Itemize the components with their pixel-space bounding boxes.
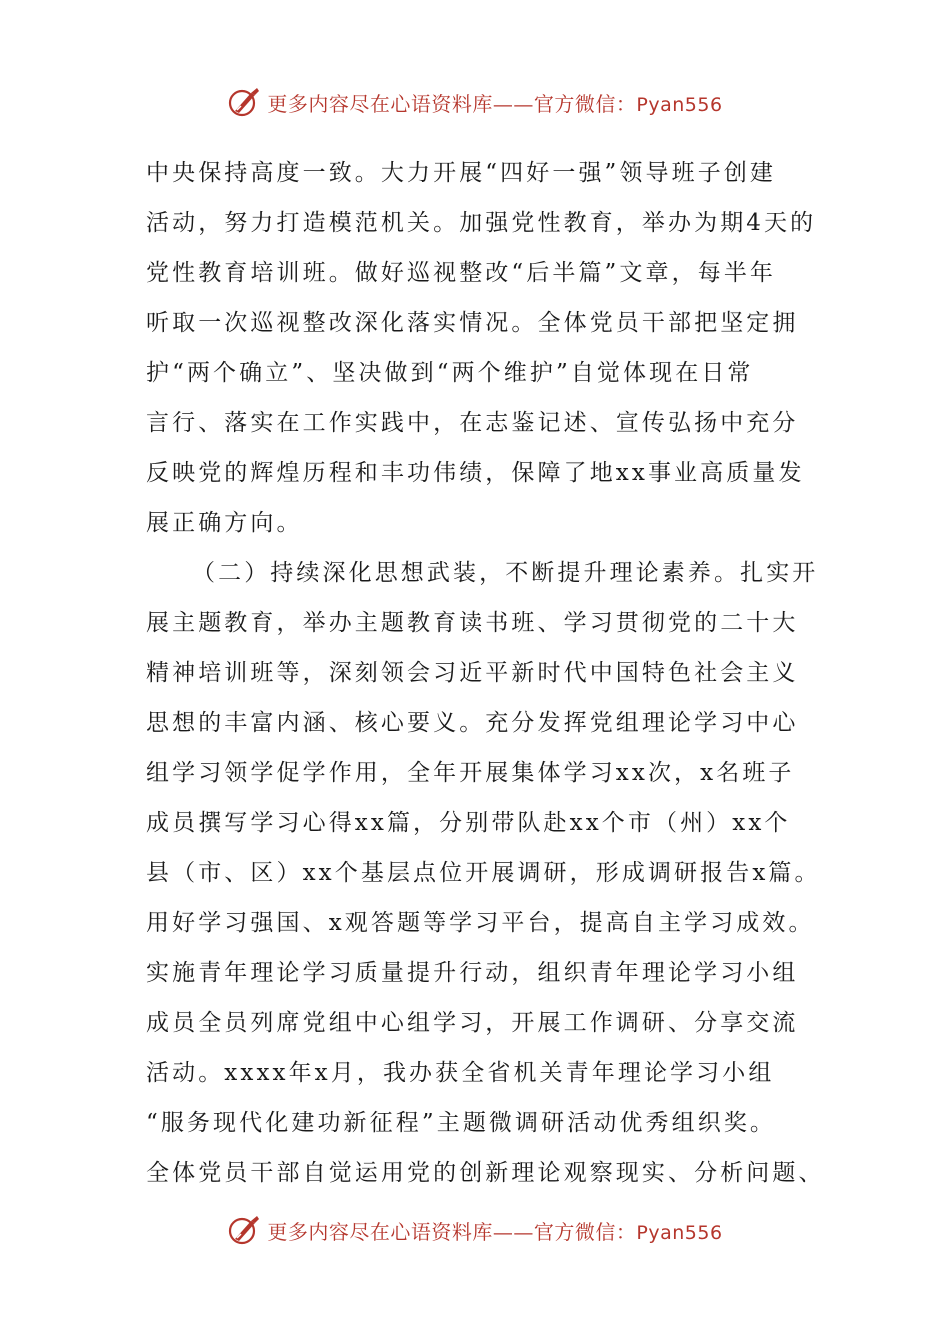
document-body — [146, 148, 825, 1198]
watermark-banner-bottom — [0, 1208, 950, 1252]
watermark-separator: —— — [492, 91, 534, 116]
watermark-wechat-label: 官方微信： — [533, 91, 637, 116]
text-line: 展正确方向。 — [146, 510, 303, 536]
pen-logo-icon — [227, 1213, 261, 1247]
watermark-wechat-label: 官方微信： — [533, 1219, 637, 1244]
watermark-wechat-id: Pyan556 — [636, 93, 723, 116]
text-line: 听取一次巡视整改深化落实情况。全体党员干部把坚定拥 — [146, 310, 799, 336]
watermark-wechat-id: Pyan556 — [636, 1221, 723, 1244]
text-line: 中央保持高度一致。大力开展“四好一强”领导班子创建 — [146, 160, 777, 186]
text-line: 组学习领学促学作用，全年开展集体学习xx次，x名班子 — [146, 760, 795, 786]
section-heading-line: （二）持续深化思想武装，不断提升理论素养。扎实开 — [192, 560, 819, 586]
text-line: 党性教育培训班。做好巡视整改“后半篇”文章，每半年 — [146, 260, 777, 286]
watermark-banner-top — [0, 80, 950, 124]
text-line: 思想的丰富内涵、核心要义。充分发挥党组理论学习中心 — [146, 710, 799, 736]
watermark-separator: —— — [492, 1219, 534, 1244]
text-line: 县（市、区）xx个基层点位开展调研，形成调研报告x篇。 — [146, 860, 821, 886]
text-line: 成员撰写学习心得xx篇，分别带队赴xx个市（州）xx个 — [146, 810, 791, 836]
text-line: 用好学习强国、x观答题等学习平台，提高自主学习成效。 — [146, 910, 815, 936]
text-line: 言行、落实在工作实践中，在志鉴记述、宣传弘扬中充分 — [146, 410, 799, 436]
text-line: 成员全员列席党组中心组学习，开展工作调研、分享交流 — [146, 1010, 799, 1036]
text-line: 护“两个确立”、坚决做到“两个维护”自觉体现在日常 — [146, 360, 754, 386]
text-line: 活动，努力打造模范机关。加强党性教育，举办为期4天的 — [146, 210, 817, 236]
watermark-text — [267, 1216, 722, 1245]
text-line: “服务现代化建功新征程”主题微调研活动优秀组织奖。 — [146, 1110, 777, 1136]
text-line: 全体党员干部自觉运用党的创新理论观察现实、分析问题、 — [146, 1160, 825, 1186]
watermark-site: 更多内容尽在心语资料库 — [267, 1219, 493, 1244]
text-line: 活动。xxxx年x月，我办获全省机关青年理论学习小组 — [146, 1060, 775, 1086]
watermark-site: 更多内容尽在心语资料库 — [267, 91, 493, 116]
text-line: 反映党的辉煌历程和丰功伟绩，保障了地xx事业高质量发 — [146, 460, 805, 486]
pen-logo-icon — [227, 85, 261, 119]
text-line: 实施青年理论学习质量提升行动，组织青年理论学习小组 — [146, 960, 799, 986]
text-line: 精神培训班等，深刻领会习近平新时代中国特色社会主义 — [146, 660, 799, 686]
watermark-text — [267, 88, 722, 117]
text-line: 展主题教育，举办主题教育读书班、学习贯彻党的二十大 — [146, 610, 799, 636]
